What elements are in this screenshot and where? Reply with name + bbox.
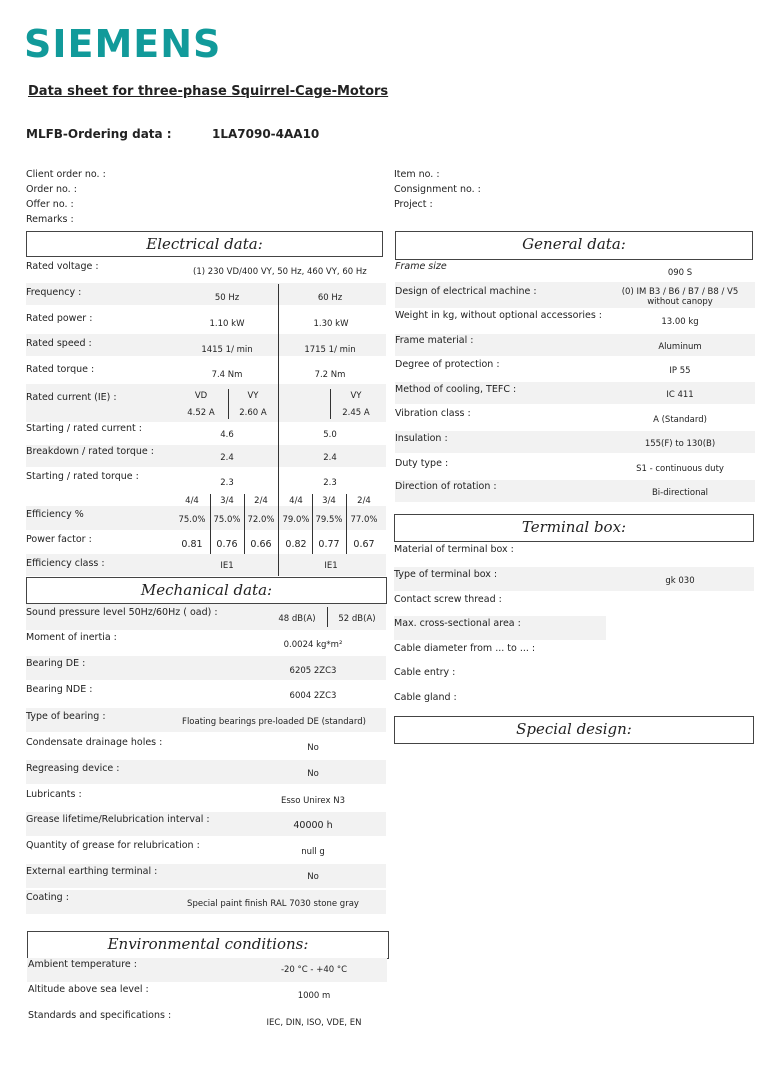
- item-no-label: Item no. :: [394, 169, 440, 180]
- rated-voltage-label: Rated voltage :: [26, 261, 99, 272]
- frame-size-value: 090 S: [667, 268, 693, 278]
- mechanical-heading: Mechanical data:: [26, 577, 387, 604]
- cable-gland-label: Cable gland :: [394, 692, 457, 703]
- electrical-heading: Electrical data:: [26, 231, 383, 257]
- rated-current-vd-value: 4.52 A: [187, 408, 215, 418]
- earthing-terminal-label: External earthing terminal :: [26, 866, 158, 877]
- power-factor-value: 0.82: [285, 539, 307, 550]
- coating-label: Coating :: [26, 892, 69, 903]
- efficiency-label: Efficiency %: [26, 509, 84, 520]
- frame-material-value: Aluminum: [658, 342, 702, 352]
- rated-current-vy-header: VY: [247, 391, 259, 401]
- condensate-holes-value: No: [307, 743, 319, 753]
- cable-entry-label: Cable entry :: [394, 667, 456, 678]
- project-label: Project :: [394, 199, 433, 210]
- cell-divider: [346, 494, 347, 554]
- rated-current-vy60-value: 2.45 A: [342, 408, 370, 418]
- cable-diameter-label: Cable diameter from ... to ... :: [394, 643, 536, 654]
- efficiency-value: 72.0%: [247, 515, 275, 525]
- cell-divider: [327, 607, 328, 627]
- breakdown-torque-label: Breakdown / rated torque :: [26, 446, 154, 457]
- protection-degree-label: Degree of protection :: [395, 359, 500, 370]
- power-factor-value: 0.76: [216, 539, 238, 550]
- starting-current-60: 5.0: [323, 430, 337, 440]
- rated-current-vd-header: VD: [194, 391, 208, 401]
- inertia-label: Moment of inertia :: [26, 632, 117, 643]
- protection-degree-value: IP 55: [669, 366, 691, 376]
- duty-type-value: S1 - continuous duty: [636, 464, 724, 474]
- breakdown-torque-50: 2.4: [220, 453, 234, 463]
- frequency-50: 50 Hz: [214, 293, 240, 303]
- environmental-heading: Environmental conditions:: [27, 931, 389, 959]
- consignment-no-label: Consignment no. :: [394, 184, 481, 195]
- order-no-label: Order no. :: [26, 184, 77, 195]
- rated-voltage-value: (1) 230 VD/400 VY, 50 Hz, 460 VY, 60 Hz: [193, 267, 367, 277]
- weight-label: Weight in kg, without optional accessories :: [395, 310, 603, 321]
- rated-speed-50: 1415 1/ min: [201, 345, 253, 355]
- altitude-label: Altitude above sea level :: [28, 984, 149, 995]
- efficiency-class-60: IE1: [324, 561, 338, 571]
- inertia-value: 0.0024 kg*m²: [283, 640, 343, 650]
- load-header: 3/4: [322, 496, 336, 506]
- rated-torque-60: 7.2 Nm: [314, 370, 346, 380]
- power-factor-label: Power factor :: [26, 534, 92, 545]
- efficiency-value: 79.0%: [282, 515, 310, 525]
- general-heading: General data:: [395, 231, 753, 260]
- machine-design-value-2: without canopy: [647, 297, 713, 307]
- rated-current-vy60-header: VY: [350, 391, 362, 401]
- earthing-terminal-value: No: [307, 872, 319, 882]
- power-factor-value: 0.66: [250, 539, 272, 550]
- screw-thread-label: Contact screw thread :: [394, 594, 502, 605]
- rated-torque-50: 7.4 Nm: [211, 370, 243, 380]
- grease-quantity-label: Quantity of grease for relubrication :: [26, 840, 200, 851]
- insulation-value: 155(F) to 130(B): [644, 439, 716, 449]
- regreasing-value: No: [307, 769, 319, 779]
- power-factor-value: 0.77: [318, 539, 340, 550]
- machine-design-value: (0) IM B3 / B6 / B7 / B8 / V5: [621, 287, 739, 297]
- siemens-logo: SIEMENS: [24, 22, 222, 66]
- rated-power-label: Rated power :: [26, 313, 93, 324]
- sound-pressure-50: 48 dB(A): [278, 614, 316, 624]
- load-header: 3/4: [220, 496, 234, 506]
- cross-section-label: Max. cross-sectional area :: [394, 618, 521, 629]
- duty-type-label: Duty type :: [395, 458, 449, 469]
- rated-speed-60: 1715 1/ min: [304, 345, 356, 355]
- cell-divider: [244, 494, 245, 554]
- rotation-direction-label: Direction of rotation :: [395, 481, 497, 492]
- load-header: 4/4: [185, 496, 199, 506]
- offer-no-label: Offer no. :: [26, 199, 74, 210]
- remarks-label: Remarks :: [26, 214, 74, 225]
- cooling-method-label: Method of cooling, TEFC :: [395, 384, 517, 395]
- special-design-heading: Special design:: [394, 716, 754, 744]
- grease-quantity-value: null g: [301, 847, 325, 857]
- document-title: Data sheet for three-phase Squirrel-Cage-Motors: [28, 84, 389, 99]
- lubricants-label: Lubricants :: [26, 789, 82, 800]
- weight-value: 13.00 kg: [661, 317, 699, 327]
- ambient-temp-label: Ambient temperature :: [28, 959, 137, 970]
- terminal-material-label: Material of terminal box :: [394, 544, 514, 555]
- regreasing-label: Regreasing device :: [26, 763, 120, 774]
- altitude-value: 1000 m: [297, 991, 331, 1001]
- lubricants-value: Esso Unirex N3: [281, 796, 345, 806]
- sound-pressure-label: Sound pressure level 50Hz/60Hz ( oad) :: [26, 607, 218, 618]
- vibration-class-label: Vibration class :: [395, 408, 471, 419]
- cell-divider: [228, 389, 229, 419]
- grease-lifetime-value: 40000 h: [293, 820, 333, 831]
- starting-torque-label: Starting / rated torque :: [26, 471, 139, 482]
- starting-current-50: 4.6: [220, 430, 234, 440]
- client-order-label: Client order no. :: [26, 169, 106, 180]
- load-header: 4/4: [289, 496, 303, 506]
- terminal-type-label: Type of terminal box :: [394, 569, 498, 580]
- rated-current-label: Rated current (IE) :: [26, 392, 117, 403]
- cell-divider: [330, 389, 331, 419]
- mlfb-value: 1LA7090-4AA10: [212, 127, 320, 141]
- efficiency-value: 77.0%: [350, 515, 378, 525]
- rated-power-50: 1.10 kW: [209, 319, 245, 329]
- cell-divider: [312, 494, 313, 554]
- bearing-nde-label: Bearing NDE :: [26, 684, 93, 695]
- load-header: 2/4: [254, 496, 268, 506]
- machine-design-label: Design of electrical machine :: [395, 286, 537, 297]
- condensate-holes-label: Condensate drainage holes :: [26, 737, 163, 748]
- frame-material-label: Frame material :: [395, 335, 474, 346]
- bearing-nde-value: 6004 2ZC3: [289, 691, 337, 701]
- bearing-type-label: Type of bearing :: [26, 711, 106, 722]
- terminal-type-value: gk 030: [665, 576, 695, 586]
- load-header: 2/4: [357, 496, 371, 506]
- frequency-60: 60 Hz: [317, 293, 343, 303]
- power-factor-value: 0.67: [353, 539, 375, 550]
- bearing-de-value: 6205 2ZC3: [289, 666, 337, 676]
- bearing-de-label: Bearing DE :: [26, 658, 86, 669]
- terminal-box-heading: Terminal box:: [394, 514, 754, 542]
- rotation-direction-value: Bi-directional: [651, 488, 709, 498]
- bearing-type-value: Floating bearings pre-loaded DE (standard): [182, 717, 366, 727]
- starting-torque-50: 2.3: [220, 478, 234, 488]
- standards-value: IEC, DIN, ISO, VDE, EN: [266, 1018, 362, 1028]
- column-divider: [278, 284, 279, 576]
- vibration-class-value: A (Standard): [653, 415, 707, 425]
- standards-label: Standards and specifications :: [28, 1010, 172, 1021]
- cell-divider: [210, 494, 211, 554]
- frame-size-label: Frame size: [395, 261, 447, 272]
- breakdown-torque-60: 2.4: [323, 453, 337, 463]
- power-factor-value: 0.81: [181, 539, 203, 550]
- rated-power-60: 1.30 kW: [313, 319, 349, 329]
- mlfb-label: MLFB-Ordering data :: [26, 127, 172, 141]
- starting-torque-60: 2.3: [323, 478, 337, 488]
- starting-current-label: Starting / rated current :: [26, 423, 142, 434]
- rated-speed-label: Rated speed :: [26, 338, 92, 349]
- efficiency-value: 79.5%: [315, 515, 343, 525]
- rated-current-vy-value: 2.60 A: [239, 408, 267, 418]
- efficiency-class-label: Efficiency class :: [26, 558, 105, 569]
- insulation-label: Insulation :: [395, 433, 448, 444]
- coating-value: Special paint finish RAL 7030 stone gray: [187, 899, 359, 909]
- cooling-method-value: IC 411: [666, 390, 694, 400]
- rated-torque-label: Rated torque :: [26, 364, 95, 375]
- grease-lifetime-label: Grease lifetime/Relubrication interval :: [26, 814, 210, 825]
- ambient-temp-value: -20 °C - +40 °C: [280, 965, 348, 975]
- frequency-label: Frequency :: [26, 287, 82, 298]
- sound-pressure-60: 52 dB(A): [338, 614, 376, 624]
- efficiency-value: 75.0%: [178, 515, 206, 525]
- efficiency-class-50: IE1: [220, 561, 234, 571]
- efficiency-value: 75.0%: [213, 515, 241, 525]
